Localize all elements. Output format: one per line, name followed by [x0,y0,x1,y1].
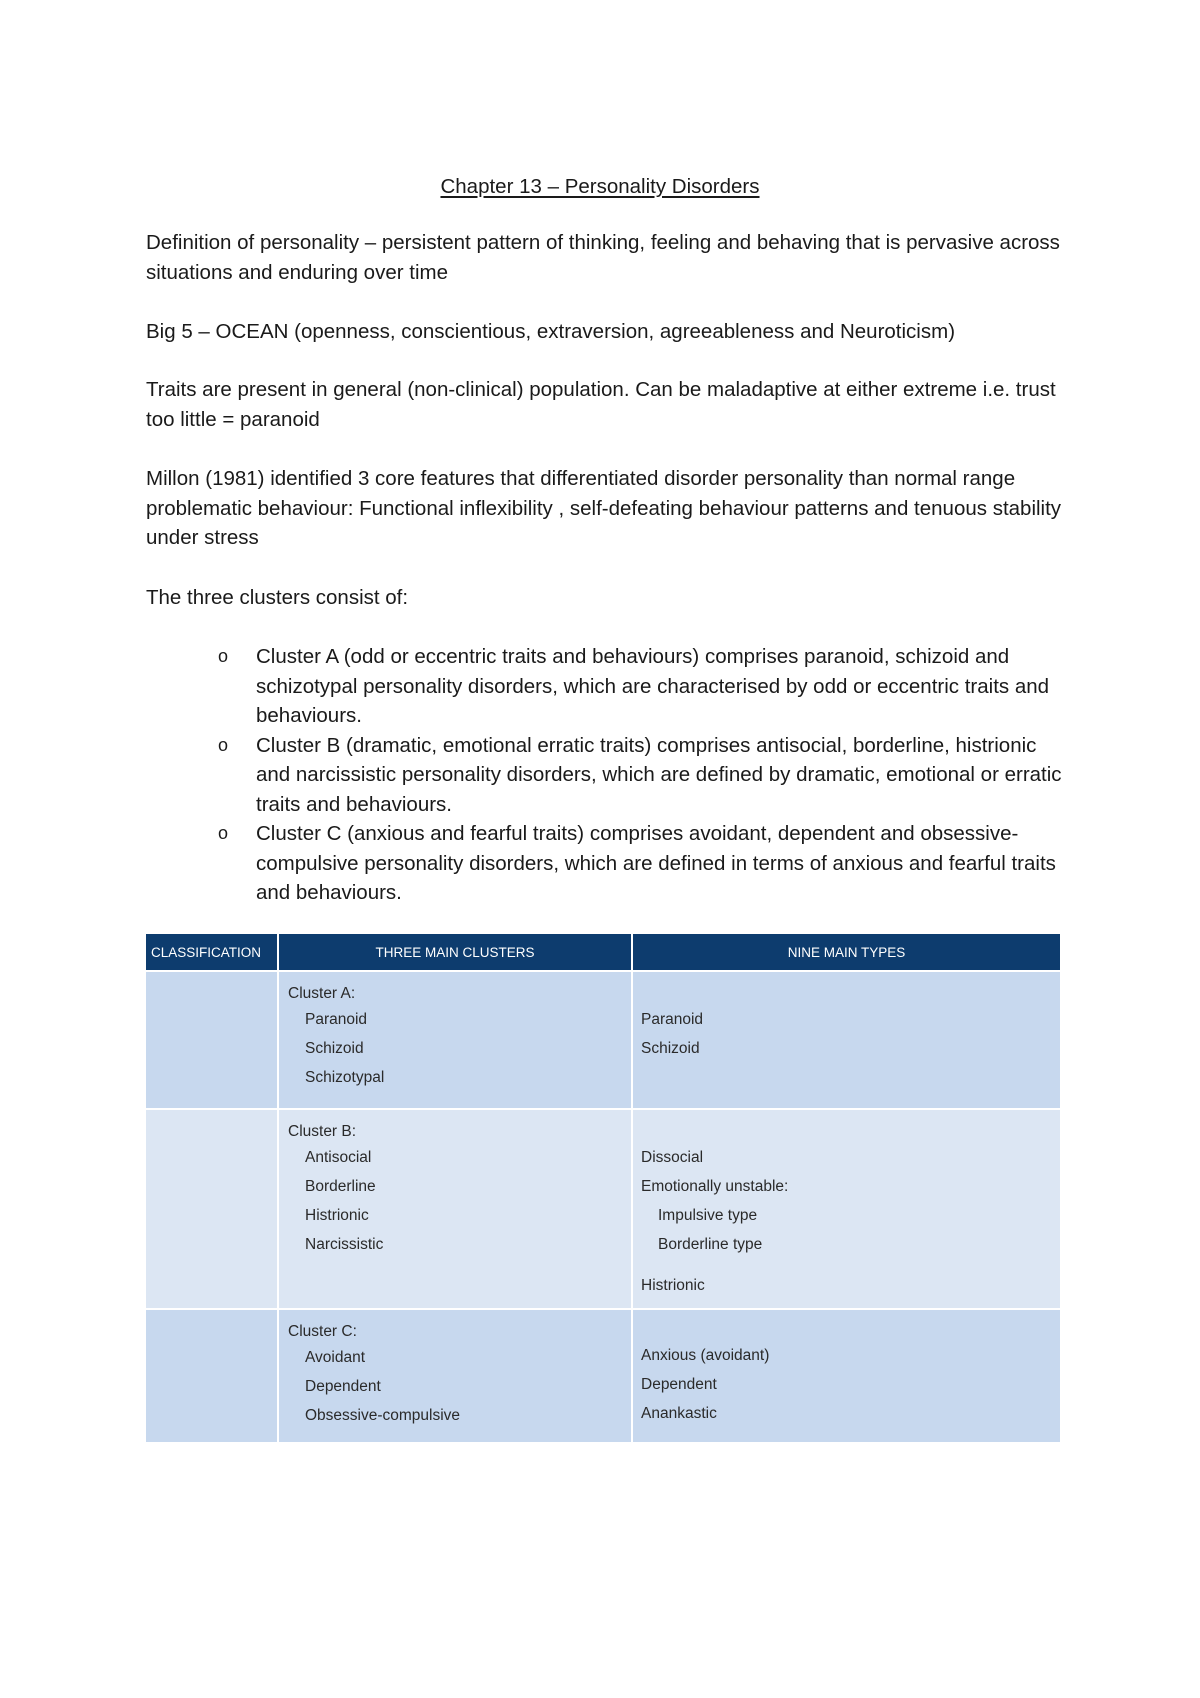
cluster-item: Paranoid [305,1011,368,1028]
big5-paragraph: Big 5 – OCEAN (openness, conscientious, extraversion, agreeableness and Neuroticism) [146,320,956,343]
classification-cell [146,1309,278,1442]
clusters-cell [278,1109,632,1309]
definition-paragraph: Definition of personality – persistent pattern of thinking, feeling and behaving that is pervasive across situations and enduring over time [146,231,1060,284]
bullet-item [146,731,1066,820]
types-cell [632,1109,1060,1309]
traits-paragraph: Traits are present in general (non-clinical) population. Can be maladaptive at either extreme i.e. trust too little = paranoid [146,378,1056,431]
classification-cell [146,971,278,1109]
cluster-bullet-list [146,642,1066,908]
table-row [146,971,1060,1109]
hollow-bullet-icon: o [218,823,229,843]
cluster-item: Avoidant [305,1349,366,1366]
table-row [146,1309,1060,1442]
cluster-item: Schizoid [305,1040,364,1057]
type-item: Paranoid [641,1011,704,1028]
cluster-item: Antisocial [305,1149,372,1166]
header-nine-main-types: NINE MAIN TYPES [632,934,1060,971]
hollow-bullet-icon: o [218,734,229,755]
bullet-item [146,819,1066,908]
table-row [146,1109,1060,1309]
table-header-row [146,934,1060,971]
header-classification: CLASSIFICATION [146,934,278,971]
type-item: Emotionally unstable: [641,1178,789,1195]
bullet-text: Cluster C (anxious and fearful traits) comprises avoidant, dependent and obsessive-compulsive personality disorders, which are defined in terms of anxious and fearful traits and behaviours. [256,822,1056,904]
cluster-item: Schizotypal [305,1069,385,1086]
header-three-main-clusters: THREE MAIN CLUSTERS [278,934,632,971]
hollow-bullet-icon: o [218,646,229,666]
type-item: Anankastic [641,1405,717,1422]
classification-cell [146,1109,278,1309]
cluster-label: Cluster B: [288,1123,357,1140]
cluster-item: Borderline [305,1178,376,1195]
bullet-item [146,642,1066,731]
clusters-cell [278,1309,632,1442]
bullet-text: Cluster A (odd or eccentric traits and behaviours) comprises paranoid, schizoid and schizotypal personality disorders, which are characterised by odd or eccentric traits and behaviours. [256,645,1050,727]
cluster-item: Obsessive-compulsive [305,1407,461,1424]
types-cell [632,1309,1060,1442]
type-item: Schizoid [641,1040,700,1057]
page-title: Chapter 13 – Personality Disorders [440,175,760,198]
types-cell [632,971,1060,1109]
cluster-label: Cluster C: [288,1323,357,1340]
cluster-label: Cluster A: [288,985,356,1002]
clusters-intro: The three clusters consist of: [146,586,409,609]
personality-clusters-table [146,934,1060,1442]
sub-type-item: Impulsive type [658,1207,758,1224]
cluster-item: Dependent [305,1378,381,1395]
cluster-item: Histrionic [305,1207,369,1224]
bullet-text: Cluster B (dramatic, emotional erratic traits) comprises antisocial, borderline, histrionic and narcissistic personality disorders, which are defined by dramatic, emotional or erratic traits and behaviours. [256,733,1062,816]
cluster-item: Narcissistic [305,1236,384,1253]
sub-type-item: Borderline type [658,1236,763,1253]
type-item: Dependent [641,1376,717,1393]
type-item: Dissocial [641,1149,704,1166]
type-item: Anxious (avoidant) [641,1347,770,1364]
millon-paragraph: Millon (1981) identified 3 core features that differentiated disorder personality than normal range problematic behaviour: Functional inflexibility , self-defeating behaviour patterns and tenuous stability under stress [146,467,1062,549]
type-item: Histrionic [641,1277,705,1294]
clusters-cell [278,971,632,1109]
